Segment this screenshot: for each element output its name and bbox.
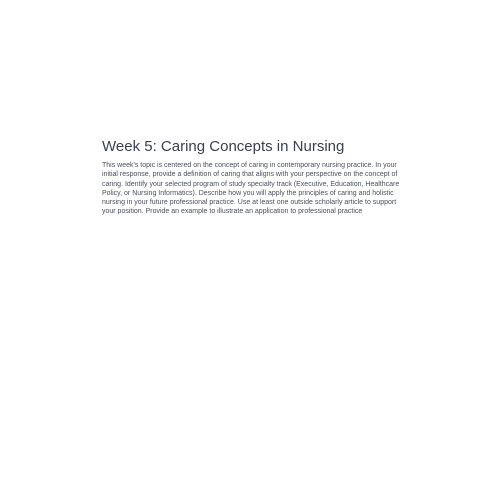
assignment-content	[102, 138, 402, 217]
page-title: Week 5: Caring Concepts in Nursing	[102, 138, 345, 155]
assignment-description: This week's topic is centered on the concept of caring in contemporary nursing practice. In your initial response, provide a definition of caring that aligns with your perspective on the concept of caring. Identify your selected program of study specialty track (Executive, Education, Healthcare Policy, or Nursing Informatics). Describe how you will apply the principles of caring and holistic nursing in your future professional practice. Use at least one outside scholarly article to support your position. Provide an example to illustrate an application to professional practice	[102, 162, 400, 216]
